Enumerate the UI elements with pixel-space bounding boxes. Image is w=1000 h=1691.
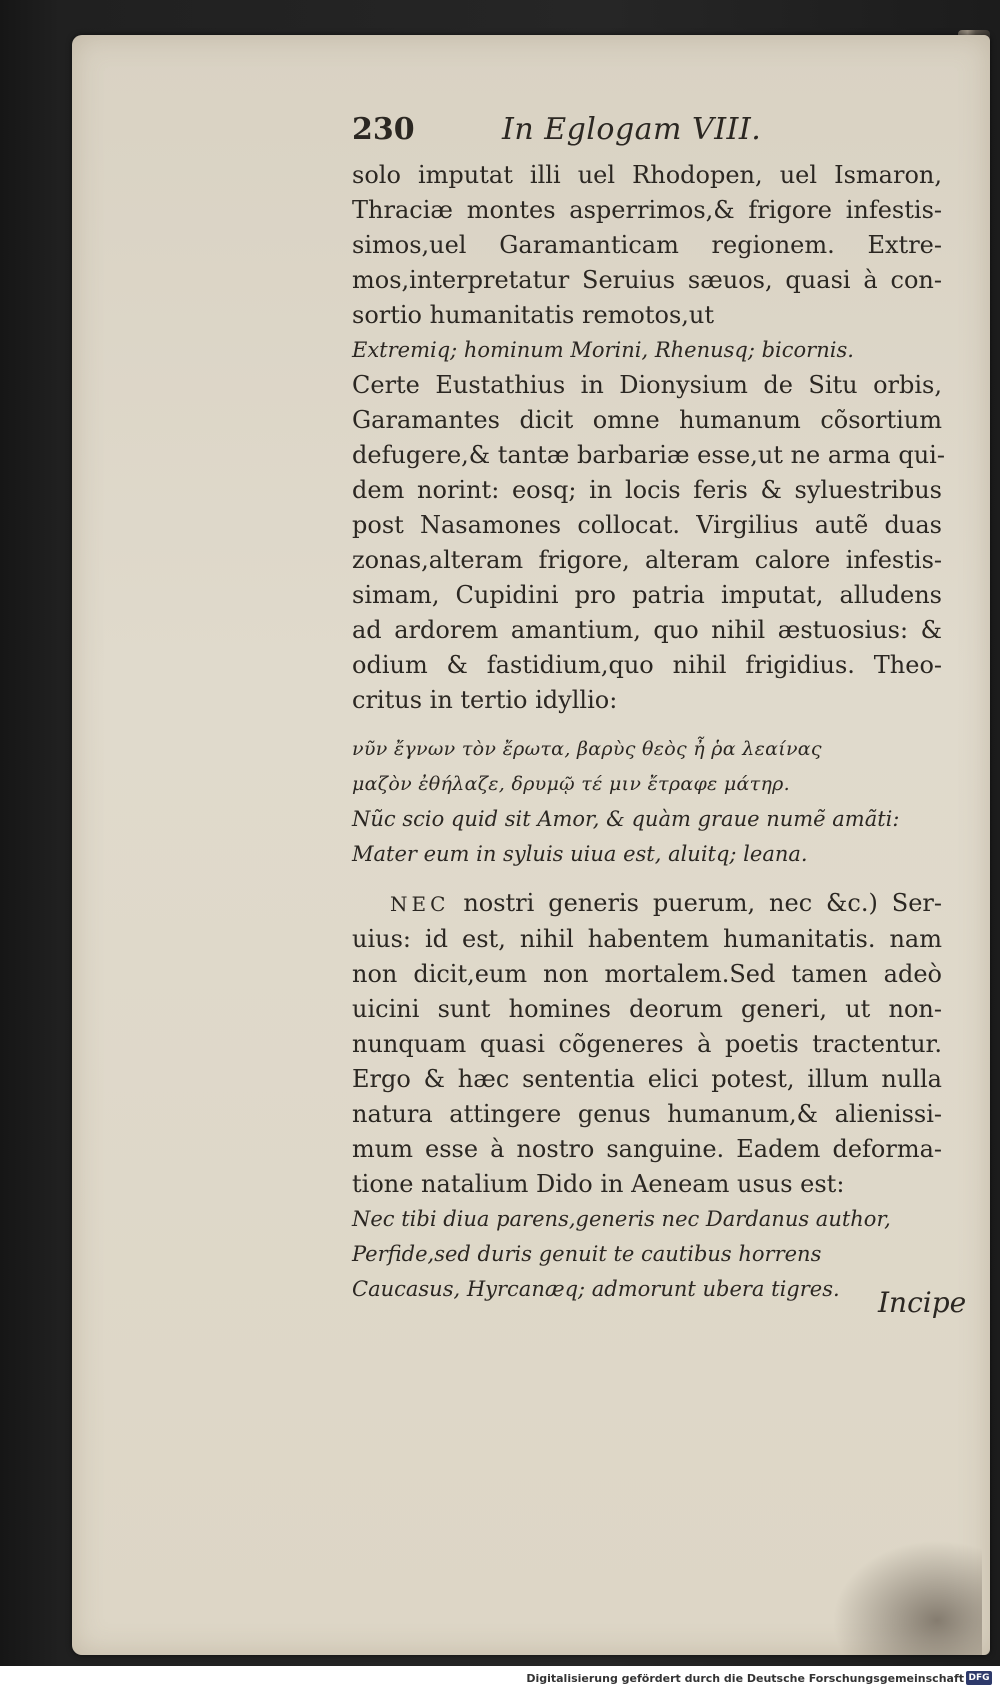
digitization-credit: Digitalisierung gefördert durch die Deutsche Forschungsgemeinschaft [526,1672,964,1685]
paragraph-3 [352,886,942,1202]
page-header [352,112,942,158]
text-line: natura attingere genus humanum,& alienissi- [352,1100,942,1128]
text-line: Thraciæ montes asperrimos,& frigore infestis- [352,196,942,224]
dfg-logo-icon: DFG [966,1671,992,1685]
text-line: uicini sunt homines deorum generi, ut non- [352,995,942,1023]
lemma-text: nostri generis puerum, nec &c.) Ser- [463,889,942,917]
verse-line: Nec tibi diua parens,generis nec Dardanus author, [352,1207,891,1231]
text-line: nunquam quasi cõgeneres à poetis tractentur. [352,1030,942,1058]
text-line: dem norint: eosq; in locis feris & syluestribus [352,476,942,504]
greek-quotation [352,732,942,802]
text-line: uius: id est, nihil habentem humanitatis. nam [352,925,942,953]
translation-line: Mater eum in syluis uiua est, aluitq; leana. [352,842,808,866]
text-line: zonas,alteram frigore, alteram calore infestis- [352,546,942,574]
text-line: mos,interpretatur Seruius sæuos, quasi à con- [352,266,942,294]
quotation-dido [352,1202,942,1307]
text-line [352,886,942,922]
verse-line: Perfide,sed duris genuit te cautibus horrens [352,1242,822,1266]
page-number: 230 [352,112,415,147]
paragraph-2 [352,368,945,718]
text-line: tione natalium Dido in Aeneam usus est: [352,1170,845,1198]
spacer [352,718,942,732]
lemma-lead: NEC [390,892,450,916]
text-block [352,112,945,1307]
paragraph-1 [352,158,942,333]
text-line: odium & fastidium,quo nihil frigidius. Theo- [352,651,942,679]
text-line: post Nasamones collocat. Virgilius autẽ duas [352,511,942,539]
text-line: simos,uel Garamanticam regionem. Extre- [352,231,942,259]
page-corner-shadow [832,1540,982,1655]
text-line: Ergo & hæc sententia elici potest, illum nulla [352,1065,942,1093]
text-line: sortio humanitatis remotos,ut [352,301,714,329]
text-line: critus in tertio idyllio: [352,686,618,714]
greek-line: μαζὸν ἐθήλαζε, δρυμῷ τέ μιν ἔτραφε μάτηρ. [352,773,790,795]
spacer [352,872,942,886]
text-line: mum esse à nostro sanguine. Eadem deforma- [352,1135,942,1163]
text-line: non dicit,eum non mortalem.Sed tamen adeò [352,960,942,988]
quotation-morini: Extremiq; hominum Morini, Rhenusq; bicornis. [352,338,854,362]
verse-line: Caucasus, Hyrcanæq; admorunt ubera tigres. [352,1277,840,1301]
greek-line: νῦν ἔγνων τὸν ἔρωτα, βαρὺς θεὸς ἦ ῥα λεαίνας [352,738,822,760]
latin-translation [352,802,942,872]
text-line: Certe Eustathius in Dionysium de Situ orbis, [352,371,942,399]
text-line: solo imputat illi uel Rhodopen, uel Ismaron, [352,161,942,189]
text-line: ad ardorem amantium, quo nihil æstuosius: & [352,616,942,644]
catchword: Incipe [878,1286,967,1319]
text-line: Garamantes dicit omne humanum cõsortium [352,406,942,434]
text-line: simam, Cupidini pro patria imputat, alludens [352,581,942,609]
text-line: defugere,& tantæ barbariæ esse,ut ne arma qui- [352,441,945,469]
running-head: In Eglogam VIII. [502,112,762,147]
translation-line: Nũc scio quid sit Amor, & quàm graue numẽ amãti: [352,807,900,831]
